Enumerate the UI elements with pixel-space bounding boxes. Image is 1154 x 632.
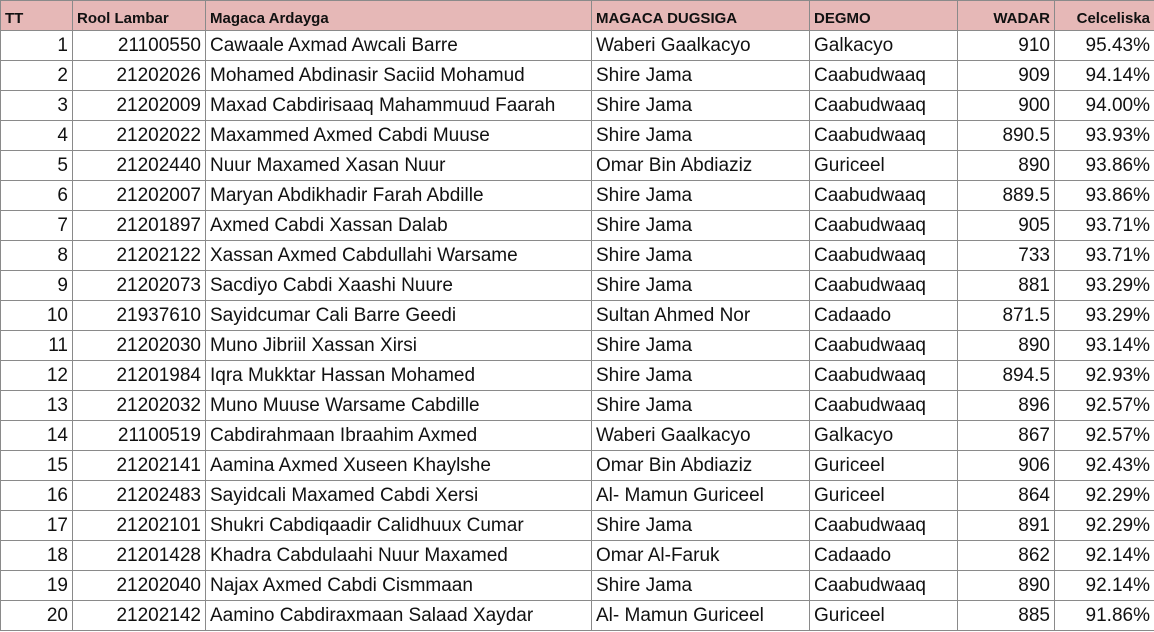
cell-wadar: 862 <box>958 541 1055 571</box>
table-row <box>1 541 1154 571</box>
table-row <box>1 481 1154 511</box>
cell-tt: 19 <box>1 571 73 601</box>
cell-wadar: 905 <box>958 211 1055 241</box>
cell-rool-lambar: 21202030 <box>73 331 206 361</box>
cell-school-name: Shire Jama <box>592 181 810 211</box>
cell-tt: 2 <box>1 61 73 91</box>
cell-celceliska: 92.14% <box>1055 571 1154 601</box>
cell-celceliska: 93.86% <box>1055 181 1154 211</box>
cell-celceliska: 91.86% <box>1055 601 1154 631</box>
cell-wadar: 890 <box>958 151 1055 181</box>
cell-wadar: 871.5 <box>958 301 1055 331</box>
cell-rool-lambar: 21100550 <box>73 31 206 61</box>
cell-district: Cadaado <box>810 541 958 571</box>
cell-district: Caabudwaaq <box>810 511 958 541</box>
cell-school-name: Shire Jama <box>592 361 810 391</box>
cell-school-name: Waberi Gaalkacyo <box>592 421 810 451</box>
header-magaca-ardayga: Magaca Ardayga <box>206 1 592 31</box>
table-row <box>1 331 1154 361</box>
table-row <box>1 91 1154 121</box>
cell-student-name: Aamina Axmed Xuseen Khaylshe <box>206 451 592 481</box>
cell-wadar: 909 <box>958 61 1055 91</box>
cell-student-name: Cabdirahmaan Ibraahim Axmed <box>206 421 592 451</box>
table-row <box>1 571 1154 601</box>
cell-school-name: Shire Jama <box>592 391 810 421</box>
cell-student-name: Iqra Mukktar Hassan Mohamed <box>206 361 592 391</box>
table-body <box>1 31 1154 631</box>
cell-rool-lambar: 21202073 <box>73 271 206 301</box>
cell-rool-lambar: 21202009 <box>73 91 206 121</box>
cell-wadar: 889.5 <box>958 181 1055 211</box>
cell-celceliska: 93.71% <box>1055 211 1154 241</box>
cell-district: Galkacyo <box>810 421 958 451</box>
cell-school-name: Shire Jama <box>592 211 810 241</box>
table-row <box>1 421 1154 451</box>
cell-district: Caabudwaaq <box>810 211 958 241</box>
cell-celceliska: 93.93% <box>1055 121 1154 151</box>
table-row <box>1 121 1154 151</box>
cell-student-name: Najax Axmed Cabdi Cismmaan <box>206 571 592 601</box>
table-row <box>1 241 1154 271</box>
cell-student-name: Khadra Cabdulaahi Nuur Maxamed <box>206 541 592 571</box>
cell-school-name: Shire Jama <box>592 271 810 301</box>
cell-rool-lambar: 21202040 <box>73 571 206 601</box>
table-row <box>1 601 1154 631</box>
cell-district: Caabudwaaq <box>810 271 958 301</box>
cell-school-name: Shire Jama <box>592 511 810 541</box>
table-row <box>1 271 1154 301</box>
cell-tt: 3 <box>1 91 73 121</box>
cell-rool-lambar: 21201897 <box>73 211 206 241</box>
cell-rool-lambar: 21100519 <box>73 421 206 451</box>
cell-school-name: Shire Jama <box>592 91 810 121</box>
cell-wadar: 910 <box>958 31 1055 61</box>
cell-district: Cadaado <box>810 301 958 331</box>
cell-celceliska: 92.43% <box>1055 451 1154 481</box>
cell-district: Guriceel <box>810 481 958 511</box>
header-magaca-dugsiga: MAGACA DUGSIGA <box>592 1 810 31</box>
table-row <box>1 61 1154 91</box>
header-row <box>1 1 1154 31</box>
cell-tt: 15 <box>1 451 73 481</box>
cell-tt: 7 <box>1 211 73 241</box>
cell-school-name: Shire Jama <box>592 241 810 271</box>
cell-student-name: Aamino Cabdiraxmaan Salaad Xaydar <box>206 601 592 631</box>
header-celceliska: Celceliska <box>1055 1 1154 31</box>
cell-district: Caabudwaaq <box>810 391 958 421</box>
cell-celceliska: 92.29% <box>1055 481 1154 511</box>
cell-rool-lambar: 21202483 <box>73 481 206 511</box>
cell-rool-lambar: 21202007 <box>73 181 206 211</box>
cell-student-name: Mohamed Abdinasir Saciid Mohamud <box>206 61 592 91</box>
cell-student-name: Sayidcali Maxamed Cabdi Xersi <box>206 481 592 511</box>
cell-school-name: Shire Jama <box>592 121 810 151</box>
cell-student-name: Muno Muuse Warsame Cabdille <box>206 391 592 421</box>
cell-student-name: Maxad Cabdirisaaq Mahammuud Faarah <box>206 91 592 121</box>
header-degmo: DEGMO <box>810 1 958 31</box>
cell-wadar: 733 <box>958 241 1055 271</box>
cell-rool-lambar: 21202022 <box>73 121 206 151</box>
cell-celceliska: 93.14% <box>1055 331 1154 361</box>
cell-wadar: 867 <box>958 421 1055 451</box>
cell-rool-lambar: 21201428 <box>73 541 206 571</box>
cell-wadar: 900 <box>958 91 1055 121</box>
cell-rool-lambar: 21201984 <box>73 361 206 391</box>
cell-district: Caabudwaaq <box>810 361 958 391</box>
cell-celceliska: 94.14% <box>1055 61 1154 91</box>
cell-celceliska: 95.43% <box>1055 31 1154 61</box>
cell-celceliska: 92.93% <box>1055 361 1154 391</box>
cell-tt: 13 <box>1 391 73 421</box>
cell-district: Caabudwaaq <box>810 61 958 91</box>
cell-celceliska: 92.57% <box>1055 391 1154 421</box>
header-wadar: WADAR <box>958 1 1055 31</box>
cell-student-name: Cawaale Axmad Awcali Barre <box>206 31 592 61</box>
table-row <box>1 151 1154 181</box>
cell-wadar: 891 <box>958 511 1055 541</box>
cell-tt: 17 <box>1 511 73 541</box>
cell-district: Guriceel <box>810 601 958 631</box>
table-row <box>1 451 1154 481</box>
cell-celceliska: 93.29% <box>1055 271 1154 301</box>
cell-rool-lambar: 21202026 <box>73 61 206 91</box>
cell-school-name: Shire Jama <box>592 571 810 601</box>
cell-school-name: Omar Bin Abdiaziz <box>592 151 810 181</box>
cell-tt: 14 <box>1 421 73 451</box>
cell-rool-lambar: 21202032 <box>73 391 206 421</box>
cell-celceliska: 92.57% <box>1055 421 1154 451</box>
cell-rool-lambar: 21202122 <box>73 241 206 271</box>
header-rool-lambar: Rool Lambar <box>73 1 206 31</box>
cell-student-name: Sayidcumar Cali Barre Geedi <box>206 301 592 331</box>
table-row <box>1 301 1154 331</box>
cell-school-name: Waberi Gaalkacyo <box>592 31 810 61</box>
table-row <box>1 211 1154 241</box>
cell-wadar: 890 <box>958 571 1055 601</box>
table-row <box>1 181 1154 211</box>
cell-tt: 11 <box>1 331 73 361</box>
cell-celceliska: 93.29% <box>1055 301 1154 331</box>
cell-tt: 18 <box>1 541 73 571</box>
cell-school-name: Shire Jama <box>592 61 810 91</box>
cell-celceliska: 94.00% <box>1055 91 1154 121</box>
cell-wadar: 885 <box>958 601 1055 631</box>
cell-tt: 10 <box>1 301 73 331</box>
table-row <box>1 31 1154 61</box>
cell-district: Caabudwaaq <box>810 181 958 211</box>
cell-school-name: Omar Al-Faruk <box>592 541 810 571</box>
header-tt: TT <box>1 1 73 31</box>
cell-tt: 12 <box>1 361 73 391</box>
cell-rool-lambar: 21202141 <box>73 451 206 481</box>
cell-school-name: Al- Mamun Guriceel <box>592 601 810 631</box>
table-row <box>1 391 1154 421</box>
cell-tt: 16 <box>1 481 73 511</box>
cell-tt: 20 <box>1 601 73 631</box>
cell-school-name: Sultan Ahmed Nor <box>592 301 810 331</box>
table-header <box>1 1 1154 31</box>
cell-wadar: 894.5 <box>958 361 1055 391</box>
cell-tt: 1 <box>1 31 73 61</box>
cell-district: Caabudwaaq <box>810 571 958 601</box>
cell-school-name: Shire Jama <box>592 331 810 361</box>
cell-district: Caabudwaaq <box>810 241 958 271</box>
table-row <box>1 511 1154 541</box>
cell-student-name: Maxammed Axmed Cabdi Muuse <box>206 121 592 151</box>
cell-district: Caabudwaaq <box>810 331 958 361</box>
cell-celceliska: 93.86% <box>1055 151 1154 181</box>
cell-district: Galkacyo <box>810 31 958 61</box>
cell-school-name: Omar Bin Abdiaziz <box>592 451 810 481</box>
cell-district: Caabudwaaq <box>810 121 958 151</box>
cell-rool-lambar: 21202440 <box>73 151 206 181</box>
cell-rool-lambar: 21202101 <box>73 511 206 541</box>
cell-tt: 9 <box>1 271 73 301</box>
cell-wadar: 864 <box>958 481 1055 511</box>
cell-celceliska: 93.71% <box>1055 241 1154 271</box>
cell-school-name: Al- Mamun Guriceel <box>592 481 810 511</box>
cell-wadar: 906 <box>958 451 1055 481</box>
cell-celceliska: 92.29% <box>1055 511 1154 541</box>
cell-tt: 6 <box>1 181 73 211</box>
cell-student-name: Maryan Abdikhadir Farah Abdille <box>206 181 592 211</box>
cell-student-name: Axmed Cabdi Xassan Dalab <box>206 211 592 241</box>
cell-district: Guriceel <box>810 451 958 481</box>
cell-wadar: 890.5 <box>958 121 1055 151</box>
cell-student-name: Shukri Cabdiqaadir Calidhuux Cumar <box>206 511 592 541</box>
cell-district: Guriceel <box>810 151 958 181</box>
cell-rool-lambar: 21202142 <box>73 601 206 631</box>
cell-rool-lambar: 21937610 <box>73 301 206 331</box>
cell-wadar: 881 <box>958 271 1055 301</box>
cell-wadar: 890 <box>958 331 1055 361</box>
cell-tt: 8 <box>1 241 73 271</box>
cell-celceliska: 92.14% <box>1055 541 1154 571</box>
cell-student-name: Nuur Maxamed Xasan Nuur <box>206 151 592 181</box>
cell-district: Caabudwaaq <box>810 91 958 121</box>
cell-tt: 4 <box>1 121 73 151</box>
cell-student-name: Xassan Axmed Cabdullahi Warsame <box>206 241 592 271</box>
cell-wadar: 896 <box>958 391 1055 421</box>
cell-tt: 5 <box>1 151 73 181</box>
cell-student-name: Sacdiyo Cabdi Xaashi Nuure <box>206 271 592 301</box>
cell-student-name: Muno Jibriil Xassan Xirsi <box>206 331 592 361</box>
table-row <box>1 361 1154 391</box>
